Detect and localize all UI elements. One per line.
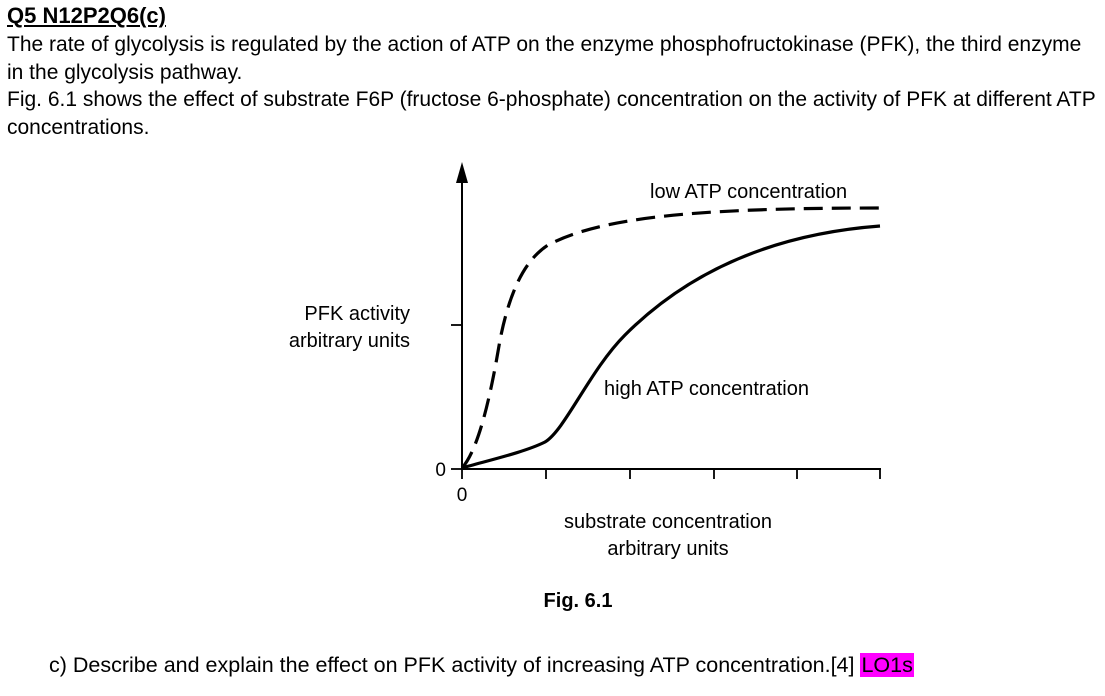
- question-c: [49, 651, 914, 679]
- y-origin-label: 0: [435, 460, 446, 481]
- x-origin-label: 0: [456, 485, 468, 506]
- y-axis-arrowhead: [456, 162, 468, 183]
- intro-text: [7, 31, 1102, 141]
- low-atp-label: low ATP concentration: [650, 181, 848, 203]
- learning-objective-tag: LO1s: [861, 653, 913, 677]
- intro-paragraph-2: Fig. 6.1 shows the effect of substrate F6P (fructose 6-phosphate) concentration on the activity of PFK at different ATP concentrations.: [7, 88, 1096, 139]
- y-axis-label-line2: arbitrary units: [288, 330, 410, 352]
- pfk-activity-graph: [0, 150, 1105, 630]
- figure-caption: Fig. 6.1: [543, 590, 613, 612]
- y-axis-label-line1: PFK activity: [304, 303, 410, 325]
- high-atp-label: high ATP concentration: [604, 378, 809, 400]
- question-heading: Q5 N12P2Q6(c): [7, 3, 166, 28]
- intro-paragraph-1: The rate of glycolysis is regulated by the action of ATP on the enzyme phosphofructokinase (PFK), the third enzyme in the glycolysis pathway.: [7, 33, 1082, 84]
- question-text: c) Describe and explain the effect on PFK activity of increasing ATP concentration.[4]: [49, 653, 861, 677]
- x-axis-label-line1: substrate concentration: [564, 511, 772, 533]
- x-axis-label-line2: arbitrary units: [607, 538, 729, 560]
- high-atp-curve: [462, 226, 880, 468]
- low-atp-curve: [462, 208, 880, 468]
- figure-6-1: [0, 150, 1105, 635]
